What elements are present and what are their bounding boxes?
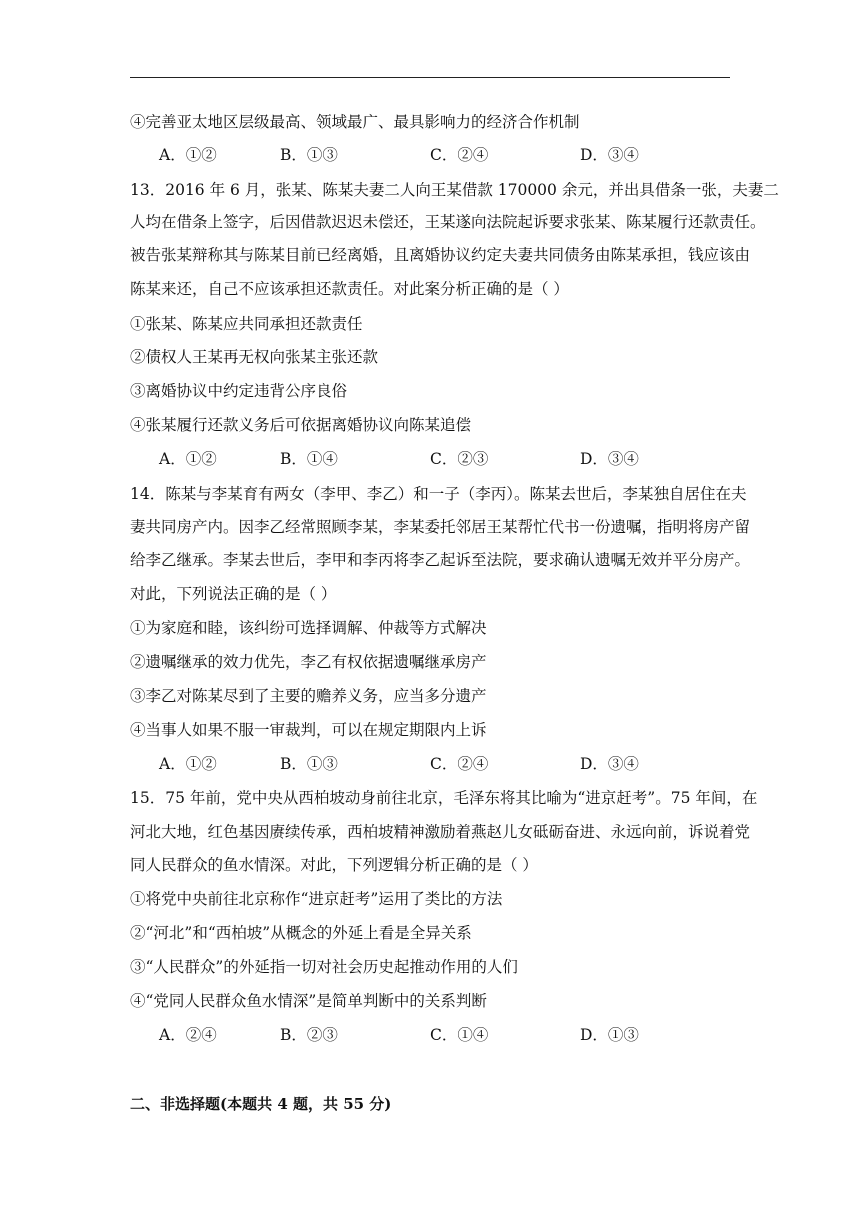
section-2-title: 二、非选择题(本题共 4 题，共 55 分) — [130, 1095, 392, 1113]
q13-item-3: ③离婚协议中约定违背公序良俗 — [130, 382, 348, 400]
q15-stem-line-3: 同人民群众的鱼水情深。对此，下列逻辑分析正确的是（ ） — [130, 856, 538, 874]
q15-options — [159, 1025, 719, 1045]
q13-item-4: ④张某履行还款义务后可依据离婚协议向陈某追偿 — [130, 416, 472, 434]
q12-option-c: C．②④ — [430, 146, 489, 164]
q13-stem-line-2: 人均在借条上签字，后因借款迟迟未偿还，王某遂向法院起诉要求张某、陈某履行还款责任。 — [130, 213, 766, 231]
q13-option-d: D．③④ — [580, 450, 639, 468]
q14-stem-line-4: 对此，下列说法正确的是（ ） — [130, 585, 337, 603]
q14-stem-line-2: 妻共同房产内。因李乙经常照顾李某，李某委托邻居王某帮忙代书一份遗嘱，指明将房产留 — [130, 518, 751, 536]
q12-options — [159, 145, 719, 165]
q15-item-3: ③“人民群众”的外延指一切对社会历史起推动作用的人们 — [130, 958, 518, 976]
q14-stem-line-3: 给李乙继承。李某去世后，李甲和李丙将李乙起诉至法院，要求确认遗嘱无效并平分房产。 — [130, 551, 751, 569]
q14-stem-line-1: 14．陈某与李某育有两女（李甲、李乙）和一子（李丙）。陈某去世后，李某独自居住在夫 — [130, 485, 747, 503]
q14-options — [159, 754, 719, 774]
q14-option-a: A．①② — [159, 755, 217, 773]
q14-item-4: ④当事人如果不服一审裁判，可以在规定期限内上诉 — [130, 721, 487, 739]
q13-stem-line-1: 13．2016 年 6 月，张某、陈某夫妻二人向王某借款 170000 余元，并出具借条一张，夫妻二 — [130, 181, 779, 199]
q13-stem-line-3: 被告张某辩称其与陈某目前已经离婚，且离婚协议约定夫妻共同债务由陈某承担，钱应该由 — [130, 246, 751, 264]
q15-option-b: B．②③ — [280, 1026, 338, 1044]
q15-option-c: C．①④ — [430, 1026, 489, 1044]
q13-item-1: ①张某、陈某应共同承担还款责任 — [130, 315, 363, 333]
q12-option-a: A．①② — [159, 146, 217, 164]
q14-option-d: D．③④ — [580, 755, 639, 773]
q14-option-c: C．②④ — [430, 755, 489, 773]
q13-stem-line-4: 陈某来还，自己不应该承担还款责任。对此案分析正确的是（ ） — [130, 280, 569, 298]
q13-option-a: A．①② — [159, 450, 217, 468]
q14-option-b: B．①③ — [280, 755, 338, 773]
q14-item-2: ②遗嘱继承的效力优先，李乙有权依据遗嘱继承房产 — [130, 653, 487, 671]
q13-option-b: B．①④ — [280, 450, 338, 468]
q12-item-4: ④完善亚太地区层级最高、领域最广、最具影响力的经济合作机制 — [130, 113, 580, 131]
q15-item-2: ②“河北”和“西柏坡”从概念的外延上看是全异关系 — [130, 924, 472, 942]
q15-item-1: ①将党中央前往北京称作“进京赶考”运用了类比的方法 — [130, 890, 503, 908]
q14-item-3: ③李乙对陈某尽到了主要的赡养义务，应当多分遗产 — [130, 687, 487, 705]
q15-option-d: D．①③ — [580, 1026, 639, 1044]
q15-option-a: A．②④ — [159, 1026, 217, 1044]
q12-option-b: B．①③ — [280, 146, 338, 164]
q15-stem-line-1: 15．75 年前，党中央从西柏坡动身前往北京，毛泽东将其比喻为“进京赶考”。75 年间，在 — [130, 789, 758, 807]
q13-item-2: ②债权人王某再无权向张某主张还款 — [130, 348, 379, 366]
q13-option-c: C．②③ — [430, 450, 489, 468]
q12-option-d: D．③④ — [580, 146, 639, 164]
header-rule — [130, 77, 730, 78]
q15-item-4: ④“党同人民群众鱼水情深”是简单判断中的关系判断 — [130, 992, 487, 1010]
q13-options — [159, 449, 719, 469]
q15-stem-line-2: 河北大地，红色基因赓续传承，西柏坡精神激励着燕赵儿女砥砺奋进、永远向前，诉说着党 — [130, 823, 751, 841]
q14-item-1: ①为家庭和睦，该纠纷可选择调解、仲裁等方式解决 — [130, 619, 487, 637]
